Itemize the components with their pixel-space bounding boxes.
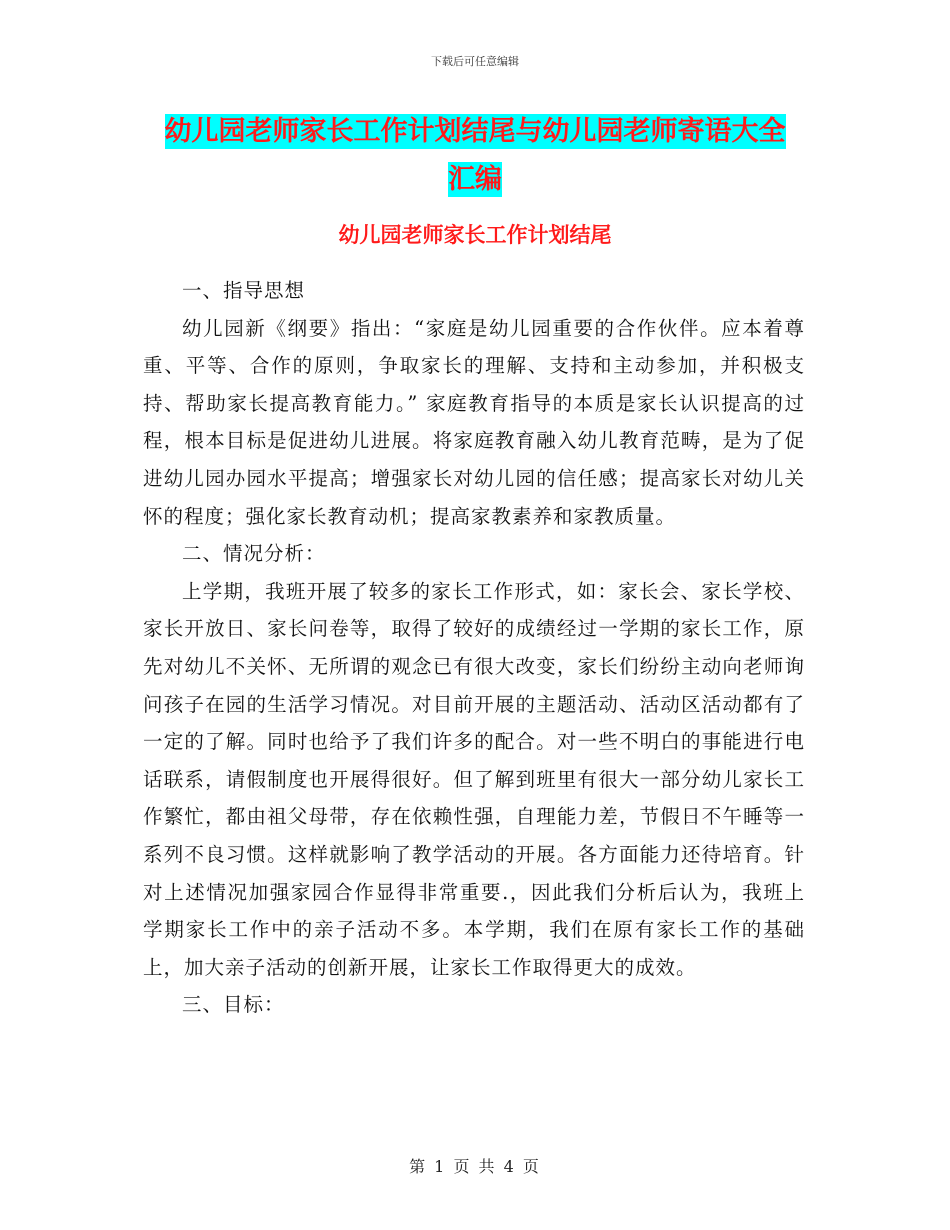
- heading-situation-analysis: 二、情况分析：: [182, 542, 326, 566]
- document-body: [143, 272, 805, 1024]
- title-line-2: 汇编: [448, 164, 502, 195]
- document-title: [150, 108, 800, 204]
- title-line-1: 幼儿园老师家长工作计划结尾与幼儿园老师寄语大全: [164, 116, 786, 147]
- paragraph-situation-analysis: 上学期，我班开展了较多的家长工作形式，如：家长会、家长学校、家长开放日、家长问卷等，取得了较好的成绩经过一学期的家长工作，原先对幼儿不关怀、无所谓的观念已有很大改变，家长们纷纷主动向老师询问孩子在园的生活学习情况。对目前开展的主题活动、活动区活动都有了一定的了解。同时也给予了我们许多的配合。对一些不明白的事能进行电话联系，请假制度也开展得很好。但了解到班里有很大一部分幼儿家长工作繁忙，都由祖父母带，存在依赖性强，自理能力差，节假日不午睡等一系列不良习惯。这样就影响了教学活动的开展。各方面能力还待培育。针对上述情况加强家园合作显得非常重要.，因此我们分析后认为，我班上学期家长工作中的亲子活动不多。本学期，我们在原有家长工作的基础上，加大亲子活动的创新开展，让家长工作取得更大的成效。: [143, 579, 805, 979]
- page-number: 第 1 页 共 4 页: [409, 1157, 541, 1176]
- header-note: 下载后可任意编辑: [431, 55, 519, 68]
- section-title: 幼儿园老师家长工作计划结尾: [338, 222, 612, 247]
- paragraph-guiding-ideology: 幼儿园新《纲要》指出：“家庭是幼儿园重要的合作伙伴。应本着尊重、平等、合作的原则，争取家长的理解、支持和主动参加，并积极支持、帮助家长提高教育能力。” 家庭教育指导的本质是家长认识提高的过程，根本目标是促进幼儿进展。将家庭教育融入幼儿教育范畴，是为了促进幼儿园办园水平提高；增强家长对幼儿园的信任感；提高家长对幼儿关怀的程度；强化家长教育动机；提高家教素养和家教质量。: [143, 316, 805, 528]
- heading-guiding-ideology: 一、指导思想: [182, 279, 306, 302]
- heading-goals: 三、目标：: [182, 993, 285, 1017]
